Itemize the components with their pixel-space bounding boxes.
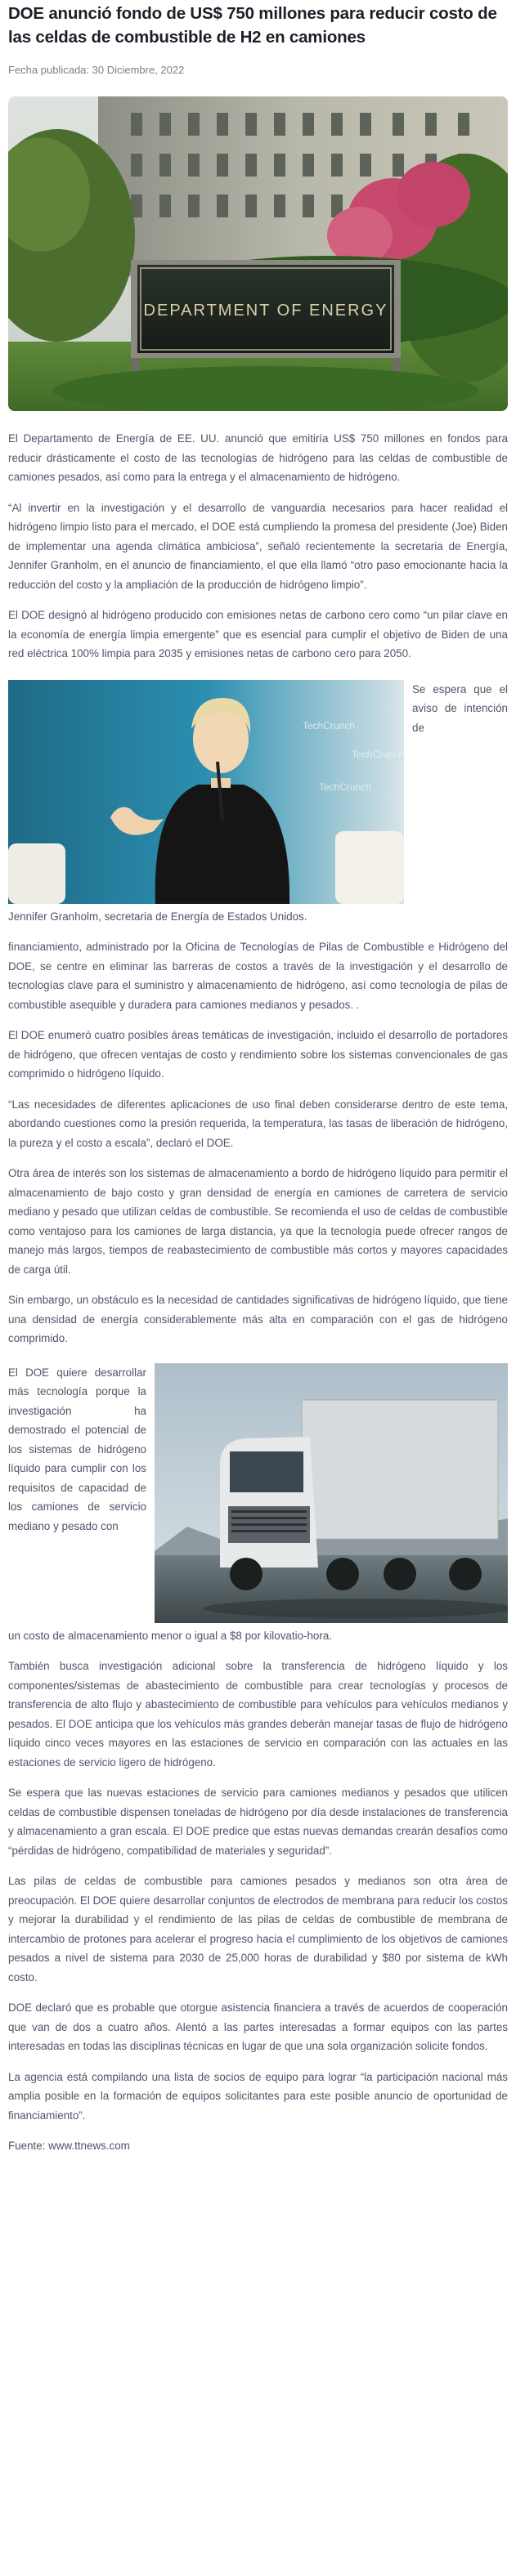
photo-caption: Jennifer Granholm, secretaria de Energía de Estados Unidos. [8, 910, 307, 923]
paragraph: Sin embargo, un obstáculo es la necesidad de cantidades significativas de hidrógeno líquido, que tiene una densidad de energía considerablemente más alta en comparación con el gas de hidrógeno comprimido. [8, 1294, 508, 1344]
backdrop-text: TechCrunch [303, 719, 356, 731]
source-link[interactable]: Fuente: www.ttnews.com [8, 2140, 130, 2152]
paragraph: “Al invertir en la investigación y el desarrollo de vanguardia necesarios para hacer realidad el hidrógeno limpio listo para el mercado, el DOE está cumpliendo la promesa del presidente (Joe) Biden de implementar una agenda climática ambiciosa”, señaló recientemente la secretaria de Energía, Jennifer Granholm, en el anuncio de financiamiento, el que ella llamó “otro paso emocionante hacia la reducción del costo y la ampliación de la producción de hidrógeno limpio”. [8, 501, 508, 591]
paragraph: Otra área de interés son los sistemas de almacenamiento a bordo de hidrógeno líquido para permitir el almacenamiento de bajo costo y gran densidad de energía en camiones de carretera de servicio mediano y pesado que utilizan celdas de combustible. Se recomienda el uso de celdas de combustible como ventajoso para los camiones de larga distancia, ya que la tecnología puede ofrecer rangos de manejo más largos, tiempos de reabastecimiento de combustible más cortos y mayores capacidades de carga útil. [8, 1167, 508, 1276]
hero-sign-text: DEPARTMENT OF ENERGY [143, 302, 388, 320]
hero-image-department-of-energy [8, 96, 508, 411]
backdrop-text: TechCrunch [319, 780, 372, 793]
paragraph: DOE declaró que es probable que otorgue asistencia financiera a través de acuerdos de cooperación que van de dos a cuatro años. Alentó a las partes interesadas a formar equipos con las partes interesadas en todas las disciplinas técnicas en lugar de que una sola organización solicite fondos. [8, 2001, 508, 2052]
paragraph: Las pilas de celdas de combustible para camiones pesados y medianos son otra área de preocupación. El DOE quiere desarrollar conjuntos de electrodos de membrana para reducir los costos y mejorar la durabilidad y el rendimiento de las pilas de celdas de combustible de membrana de intercambio de protones para acelerar el progreso hacia el cumplimiento de los objetivos de camiones pesados a nivel de sistema para 2030 de 25,000 horas de durabilidad y $80 por sistema de kWh costo. [8, 1875, 508, 1983]
paragraph: El DOE designó al hidrógeno producido con emisiones netas de carbono cero como “un pilar clave en la economía de energía limpia emergente” que es esencial para cumplir el objetivo de Biden de una red eléctrica 100% limpia para 2035 y emisiones netas de carbono cero para 2050. [8, 609, 508, 660]
paragraph-wrap: El DOE quiere desarrollar más tecnología porque la investigación ha demostrado el potencial de los sistemas de hidrógeno líquido para cumplir con los requisitos de capacidad de los camiones de servicio mediano y pesado con [8, 1366, 146, 1532]
paragraph-wrap: Se espera que el aviso de intención de [412, 682, 508, 734]
paragraph: La agencia está compilando una lista de socios de equipo para lograr “la participación nacional más amplia posible en la formación de equipos solicitantes para este posible anuncio de oportunidad de financiamiento”. [8, 2070, 508, 2122]
truck-figure [8, 1363, 508, 1646]
paragraph: “Las necesidades de diferentes aplicaciones de uso final deben considerarse dentro de este tema, abordando cuestiones como la presión requerida, la temperatura, las tasas de liberación de hidrógeno, la pureza y el costo a escala”, declaró el DOE. [8, 1098, 508, 1149]
backdrop-text: TechCrunch [352, 748, 404, 760]
paragraph: El Departamento de Energía de EE. UU. anunció que emitiría US$ 750 millones en fondos para reducir drásticamente el costo de las tecnologías de hidrógeno para las celdas de combustible de camiones pesados, así como para la entrega y el almacenamiento de hidrógeno. [8, 432, 508, 483]
paragraph-tail: un costo de almacenamiento menor o igual a $8 por kilovatio-hora. [8, 1629, 332, 1642]
paragraph: El DOE enumeró cuatro posibles áreas temáticas de investigación, incluido el desarrollo de portadores de hidrógeno, que ofrecen ventajas de costo y rendimiento sobre los sistemas convencionales de gas comprimido o hidrógeno líquido. [8, 1029, 508, 1080]
paragraph: También busca investigación adicional sobre la transferencia de hidrógeno líquido y los componentes/sistemas de abastecimiento de combustible para crear tecnologías y procesos de transferencia de alto flujo y abastecimiento de combustible para vehículos para vehículos medianos y pesados. El DOE anticipa que los vehículos más grandes deberán manejar tasas de flujo de hidrógeno líquido cinco veces mayores en las estaciones de servicio en comparación con las actuales en las estaciones de servicio ligero de hidrógeno. [8, 1660, 508, 1769]
granholm-photo [8, 680, 404, 904]
paragraph: financiamiento, administrado por la Oficina de Tecnologías de Pilas de Combustible e Hidrógeno del DOE, se centre en eliminar las barreras de costos a través de la investigación y el desarrollo de tecnologías clave para el suministro y almacenamiento de hidrógeno, así como tecnología de pilas de combustible asequible y duradera para camiones medianos y pesados. . [8, 941, 508, 1011]
publish-date: Fecha publicada: 30 Diciembre, 2022 [8, 64, 185, 76]
paragraph: Se espera que las nuevas estaciones de servicio para camiones medianos y pesados que utilicen celdas de combustible dispensen toneladas de hidrógeno por día desde instalaciones de transferencia y almacenamiento a gran escala. El DOE predice que estas nuevas demandas crearán desafíos como “pérdidas de hidrógeno, compatibilidad de materiales y seguridad”. [8, 1787, 508, 1857]
article-title: DOE anunció fondo de US$ 750 millones para reducir costo de las celdas de combustible de H2 en camiones [8, 4, 497, 47]
hydrogen-truck-photo [155, 1363, 508, 1623]
granholm-figure [8, 680, 508, 927]
